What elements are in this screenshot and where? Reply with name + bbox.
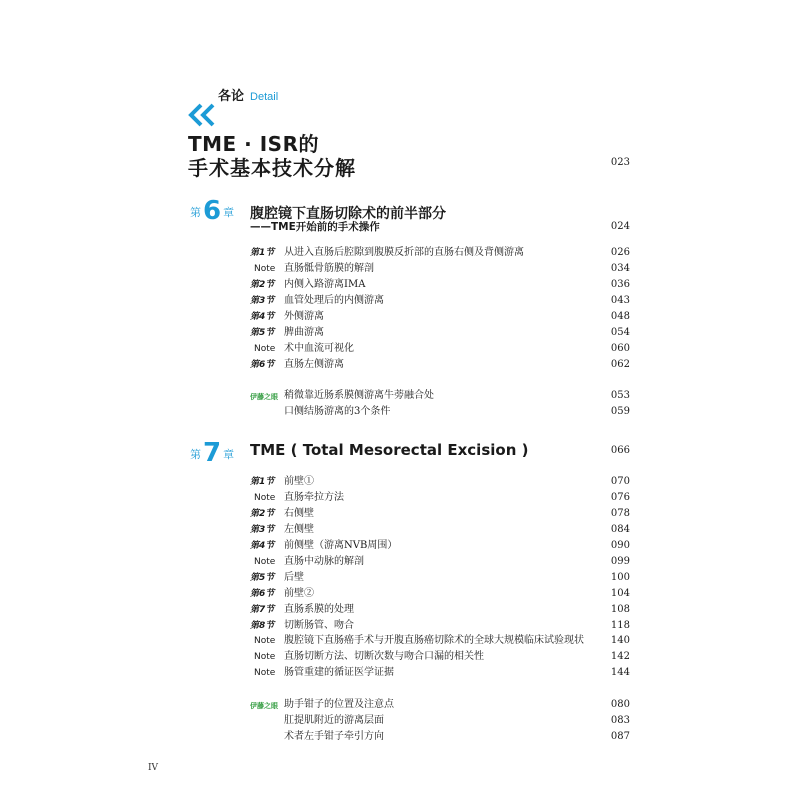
toc-text: 后壁 xyxy=(284,572,304,583)
tip-row[interactable] xyxy=(250,388,630,404)
toc-page: 054 xyxy=(610,327,630,338)
toc-page: 090 xyxy=(610,540,630,551)
toc-row[interactable] xyxy=(250,570,630,586)
tip-page: 080 xyxy=(610,699,630,710)
toc-row[interactable] xyxy=(250,325,630,341)
toc-page: 078 xyxy=(610,508,630,519)
toc-page: 076 xyxy=(610,492,630,503)
chapter-7-zhang: 章 xyxy=(223,448,235,461)
toc-page: 034 xyxy=(610,263,630,274)
toc-label: 第6节 xyxy=(250,589,275,599)
toc-text: 切断肠管、吻合 xyxy=(284,620,354,631)
toc-label: Note xyxy=(254,344,276,354)
toc-row[interactable] xyxy=(250,538,630,554)
tip-page: 087 xyxy=(610,731,630,742)
chapter-7-mark xyxy=(190,438,234,468)
toc-page: 060 xyxy=(610,343,630,354)
chapter-6-mark xyxy=(190,196,234,226)
toc-text: 前壁② xyxy=(284,588,314,599)
toc-page: 099 xyxy=(610,556,630,567)
toc-text: 前侧壁（游离NVB周围） xyxy=(284,540,398,551)
toc-label: Note xyxy=(254,264,276,274)
toc-label: 第2节 xyxy=(250,509,275,519)
page-title-line2: 手术基本技术分解 xyxy=(188,156,356,180)
toc-row[interactable] xyxy=(250,665,630,681)
tip-row[interactable] xyxy=(250,697,630,713)
toc-label: 第2节 xyxy=(250,280,275,290)
toc-page: 026 xyxy=(610,247,630,258)
tip-page: 053 xyxy=(610,390,630,401)
chapter-7-tip-label: 伊藤之眼 xyxy=(250,702,278,710)
chapter-6-zhang: 章 xyxy=(223,206,235,219)
toc-row[interactable] xyxy=(250,309,630,325)
tip-row[interactable] xyxy=(250,404,630,420)
double-chevron-left-icon xyxy=(187,103,227,127)
toc-page: 104 xyxy=(610,588,630,599)
toc-page: 036 xyxy=(610,279,630,290)
chapter-7-number: 7 xyxy=(203,438,222,468)
toc-text: 直肠中动脉的解剖 xyxy=(284,556,364,567)
chapter-6-title: 腹腔镜下直肠切除术的前半部分 xyxy=(250,206,446,222)
toc-page: 142 xyxy=(610,651,630,662)
tip-text: 助手钳子的位置及注意点 xyxy=(284,699,394,710)
chapter-6-number: 6 xyxy=(203,196,222,226)
toc-label: 第8节 xyxy=(250,621,275,631)
toc-label: 第4节 xyxy=(250,541,275,551)
toc-page: 118 xyxy=(610,620,630,631)
page-title-line1: TME · ISR的 xyxy=(188,132,319,156)
toc-page: 070 xyxy=(610,476,630,487)
toc-text: 左侧壁 xyxy=(284,524,314,535)
toc-text: 内侧入路游离IMA xyxy=(284,279,366,290)
toc-row[interactable] xyxy=(250,522,630,538)
toc-text: 直肠切断方法、切断次数与吻合口漏的相关性 xyxy=(284,651,484,662)
section-label-en: Detail xyxy=(250,91,279,103)
toc-row[interactable] xyxy=(250,474,630,490)
toc-label: 第5节 xyxy=(250,328,275,338)
toc-row[interactable] xyxy=(250,245,630,261)
toc-row[interactable] xyxy=(250,649,630,665)
toc-row[interactable] xyxy=(250,506,630,522)
toc-row[interactable] xyxy=(250,602,630,618)
toc-row[interactable] xyxy=(250,618,630,634)
toc-row[interactable] xyxy=(250,633,630,649)
footer-page-number: IV xyxy=(148,763,159,773)
toc-label: 第1节 xyxy=(250,248,275,258)
toc-text: 从进入直肠后腔隙到腹膜反折部的直肠右侧及背侧游离 xyxy=(284,247,524,258)
toc-text: 直肠骶骨筋膜的解剖 xyxy=(284,263,374,274)
tip-text: 肛提肌附近的游离层面 xyxy=(284,715,384,726)
toc-text: 血管处理后的内侧游离 xyxy=(284,295,384,306)
toc-text: 肠管重建的循证医学证据 xyxy=(284,667,394,678)
toc-row[interactable] xyxy=(250,341,630,357)
toc-page: 048 xyxy=(610,311,630,322)
toc-label: 第5节 xyxy=(250,573,275,583)
chapter-6-subtitle: ——TME开始前的手术操作 xyxy=(250,221,380,233)
toc-text: 右侧壁 xyxy=(284,508,314,519)
toc-label: 第7节 xyxy=(250,605,275,615)
toc-label: Note xyxy=(254,636,276,646)
toc-row[interactable] xyxy=(250,261,630,277)
toc-page: 043 xyxy=(610,295,630,306)
toc-page: 140 xyxy=(610,635,630,646)
chapter-6-di: 第 xyxy=(190,206,201,219)
toc-row[interactable] xyxy=(250,586,630,602)
title-page-number: 023 xyxy=(610,157,630,168)
chapter-7-di: 第 xyxy=(190,448,201,461)
chapter-6-tip-label: 伊藤之眼 xyxy=(250,393,278,401)
tip-text: 稍微靠近肠系膜侧游离牛蒡融合处 xyxy=(284,390,434,401)
chapter-6-subtitle-page: 024 xyxy=(610,221,630,232)
toc-page: 100 xyxy=(610,572,630,583)
toc-page: 144 xyxy=(610,667,630,678)
section-label xyxy=(218,85,278,104)
toc-label: Note xyxy=(254,668,276,678)
toc-text: 前壁① xyxy=(284,476,314,487)
tip-page: 059 xyxy=(610,406,630,417)
toc-text: 直肠牵拉方法 xyxy=(284,492,344,503)
toc-page: 062 xyxy=(610,359,630,370)
tip-row[interactable] xyxy=(250,729,630,745)
toc-row[interactable] xyxy=(250,277,630,293)
toc-label: Note xyxy=(254,493,276,503)
toc-text: 脾曲游离 xyxy=(284,327,324,338)
toc-row[interactable] xyxy=(250,490,630,506)
toc-label: 第3节 xyxy=(250,525,275,535)
toc-label: 第1节 xyxy=(250,477,275,487)
toc-page: 108 xyxy=(610,604,630,615)
toc-row[interactable] xyxy=(250,554,630,570)
section-label-cn: 各论 xyxy=(218,89,245,104)
toc-text: 外侧游离 xyxy=(284,311,324,322)
toc-label: 第6节 xyxy=(250,360,275,370)
toc-label: Note xyxy=(254,652,276,662)
toc-label: 第3节 xyxy=(250,296,275,306)
toc-text: 腹腔镜下直肠癌手术与开腹直肠癌切除术的全球大规模临床试验现状 xyxy=(284,635,584,646)
toc-text: 直肠左侧游离 xyxy=(284,359,344,370)
toc-row[interactable] xyxy=(250,293,630,309)
toc-text: 术中血流可视化 xyxy=(284,343,354,354)
toc-label: Note xyxy=(254,557,276,567)
tip-row[interactable] xyxy=(250,713,630,729)
toc-row[interactable] xyxy=(250,357,630,373)
tip-text: 口侧结肠游离的3个条件 xyxy=(284,406,391,417)
toc-page: 084 xyxy=(610,524,630,535)
chapter-7-title-page: 066 xyxy=(610,445,630,456)
chapter-7-title: TME ( Total Mesorectal Excision ) xyxy=(250,441,529,459)
toc-label: 第4节 xyxy=(250,312,275,322)
tip-page: 083 xyxy=(610,715,630,726)
toc-text: 直肠系膜的处理 xyxy=(284,604,354,615)
tip-text: 术者左手钳子牵引方向 xyxy=(284,731,384,742)
